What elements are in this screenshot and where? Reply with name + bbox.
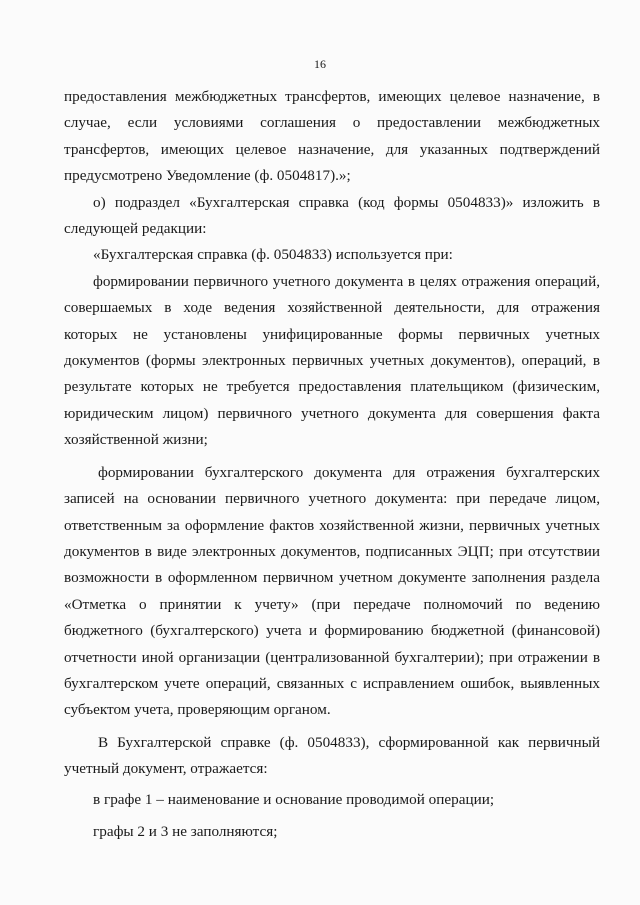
document-body	[64, 84, 600, 845]
paragraph-usage-intro: «Бухгалтерская справка (ф. 0504833) используется при:	[93, 246, 453, 264]
paragraph-primary-document: формировании первичного учетного документа в целях отражения операций, совершаемых в ходе ведения хозяйственной деятельности, для отражения которых не установлены унифицированные формы первичных учетных документов (формы электронных первичных учетных документов), операций, в результате которых не требуется предоставления плательщиком (физическим, юридическим лицом) первичного учетного документа для совершения факта хозяйственной жизни;	[64, 272, 600, 449]
paragraph-column-1: в графе 1 – наименование и основание проводимой операции;	[93, 790, 495, 808]
paragraph-continuation: предоставления межбюджетных трансфертов, имеющих целевое назначение, в случае, если условиями соглашения о предоставлении межбюджетных трансфертов, имеющих целевое назначение, для указанных подтверждений предусмотрено Уведомление (ф. 0504817).»;	[64, 88, 600, 185]
paragraph-reflected-items: В Бухгалтерской справке (ф. 0504833), сформированной как первичный учетный документ, отражается:	[64, 733, 600, 778]
paragraph-subsection-o: о) подраздел «Бухгалтерская справка (код формы 0504833)» изложить в следующей редакции:	[64, 193, 600, 238]
paragraph-columns-2-3: графы 2 и 3 не заполняются;	[93, 822, 278, 840]
paragraph-accounting-document: формировании бухгалтерского документа для отражения бухгалтерских записей на основании первичного учетного документа: при передаче лицом, ответственным за оформление фактов хозяйственной жизни, первичных учетных документов в виде электронных документов, подписанных ЭЦП; при отсутствии возможности в оформленном первичном учетном документе заполнения раздела «Отметка о принятии к учету» (при передаче полномочий по ведению бюджетного (бухгалтерского) учета и формированию бюджетной (финансовой) отчетности иной организации (централизованной бухгалтерии); при отражении в бухгалтерском учете операций, связанных с исправлением ошибок, выявленных субъектом учета, проверяющим органом.	[64, 463, 600, 719]
page-number: 16	[314, 57, 326, 71]
